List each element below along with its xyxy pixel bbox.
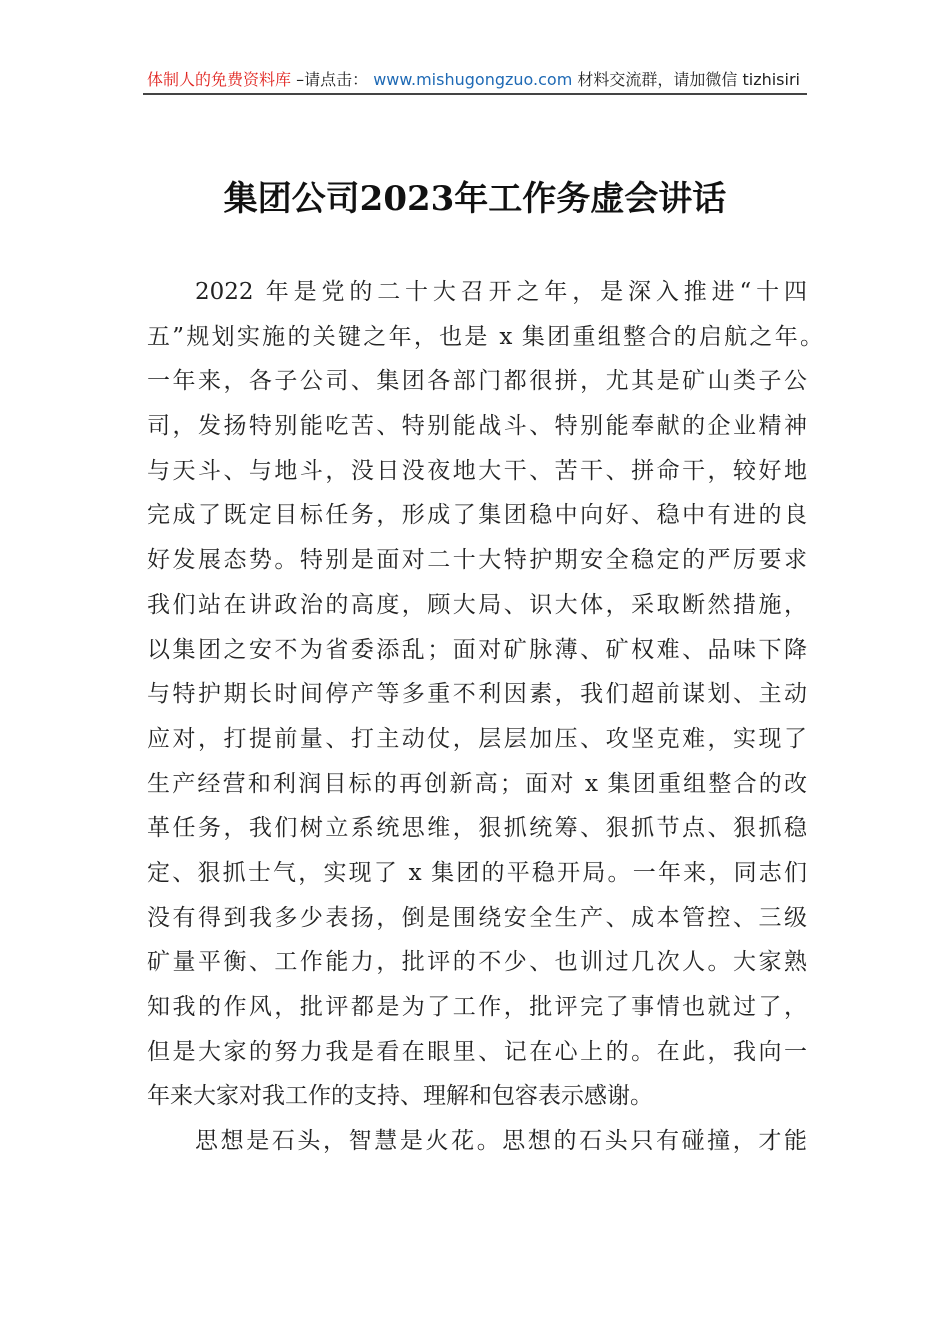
text-line: 好发展态势。特别是面对二十大特护期安全稳定的严厉要求	[147, 547, 807, 574]
text-line: 应对，打提前量、打主动仗，层层加压、攻坚克难，实现了	[147, 725, 807, 752]
document-title: 集团公司2023年工作务虚会讲话	[223, 179, 727, 219]
text-line: 知我的作风，批评都是为了工作，批评完了事情也就过了，	[147, 994, 807, 1020]
text-line: 没有得到我多少表扬，倒是围绕安全生产、成本管控、三级	[147, 904, 807, 931]
document-body	[147, 270, 823, 1164]
text-line: 定、狠抓士气，实现了 x 集团的平稳开局。一年来，同志们	[147, 859, 807, 886]
text-line: 五”规划实施的关键之年，也是 x 集团重组整合的启航之年。	[147, 323, 823, 350]
group-text: 材料交流群，请加微信 tizhisiri	[577, 70, 800, 89]
text-line: 革任务，我们树立系统思维，狠抓统筹、狠抓节点、狠抓稳	[147, 815, 807, 842]
text-line: 2022 年是党的二十大召开之年，是深入推进“十四	[195, 279, 807, 305]
site-name: 体制人的免费资料库	[147, 70, 292, 89]
text-line: 一年来，各子公司、集团各部门都很拼，尤其是矿山类子公	[147, 368, 807, 395]
header-banner	[147, 68, 807, 92]
site-link[interactable]: www.mishugongzuo.com	[373, 70, 573, 89]
text-line: 生产经营和利润目标的再创新高；面对 x 集团重组整合的改	[147, 770, 807, 797]
click-prompt: –请点击：	[296, 70, 369, 89]
text-line: 但是大家的努力我是看在眼里、记在心上的。在此，我向一	[147, 1038, 807, 1065]
text-line: 与天斗、与地斗，没日没夜地大干、苦干、拼命干，较好地	[147, 457, 807, 484]
text-line: 司，发扬特别能吃苦、特别能战斗、特别能奉献的企业精神	[147, 413, 807, 440]
text-line: 以集团之安不为省委添乱；面对矿脉薄、矿权难、品味下降	[147, 636, 807, 663]
text-line: 年来大家对我工作的支持、理解和包容表示感谢。	[147, 1083, 653, 1110]
text-line: 思想是石头，智慧是火花。思想的石头只有碰撞，才能	[195, 1128, 807, 1155]
text-line: 完成了既定目标任务，形成了集团稳中向好、稳中有进的良	[147, 502, 807, 529]
header-divider	[143, 93, 807, 95]
text-line: 我们站在讲政治的高度，顾大局、识大体，采取断然措施，	[147, 591, 807, 618]
text-line: 矿量平衡、工作能力，批评的不少、也训过几次人。大家熟	[147, 949, 807, 976]
text-line: 与特护期长时间停产等多重不利因素，我们超前谋划、主动	[147, 681, 807, 708]
